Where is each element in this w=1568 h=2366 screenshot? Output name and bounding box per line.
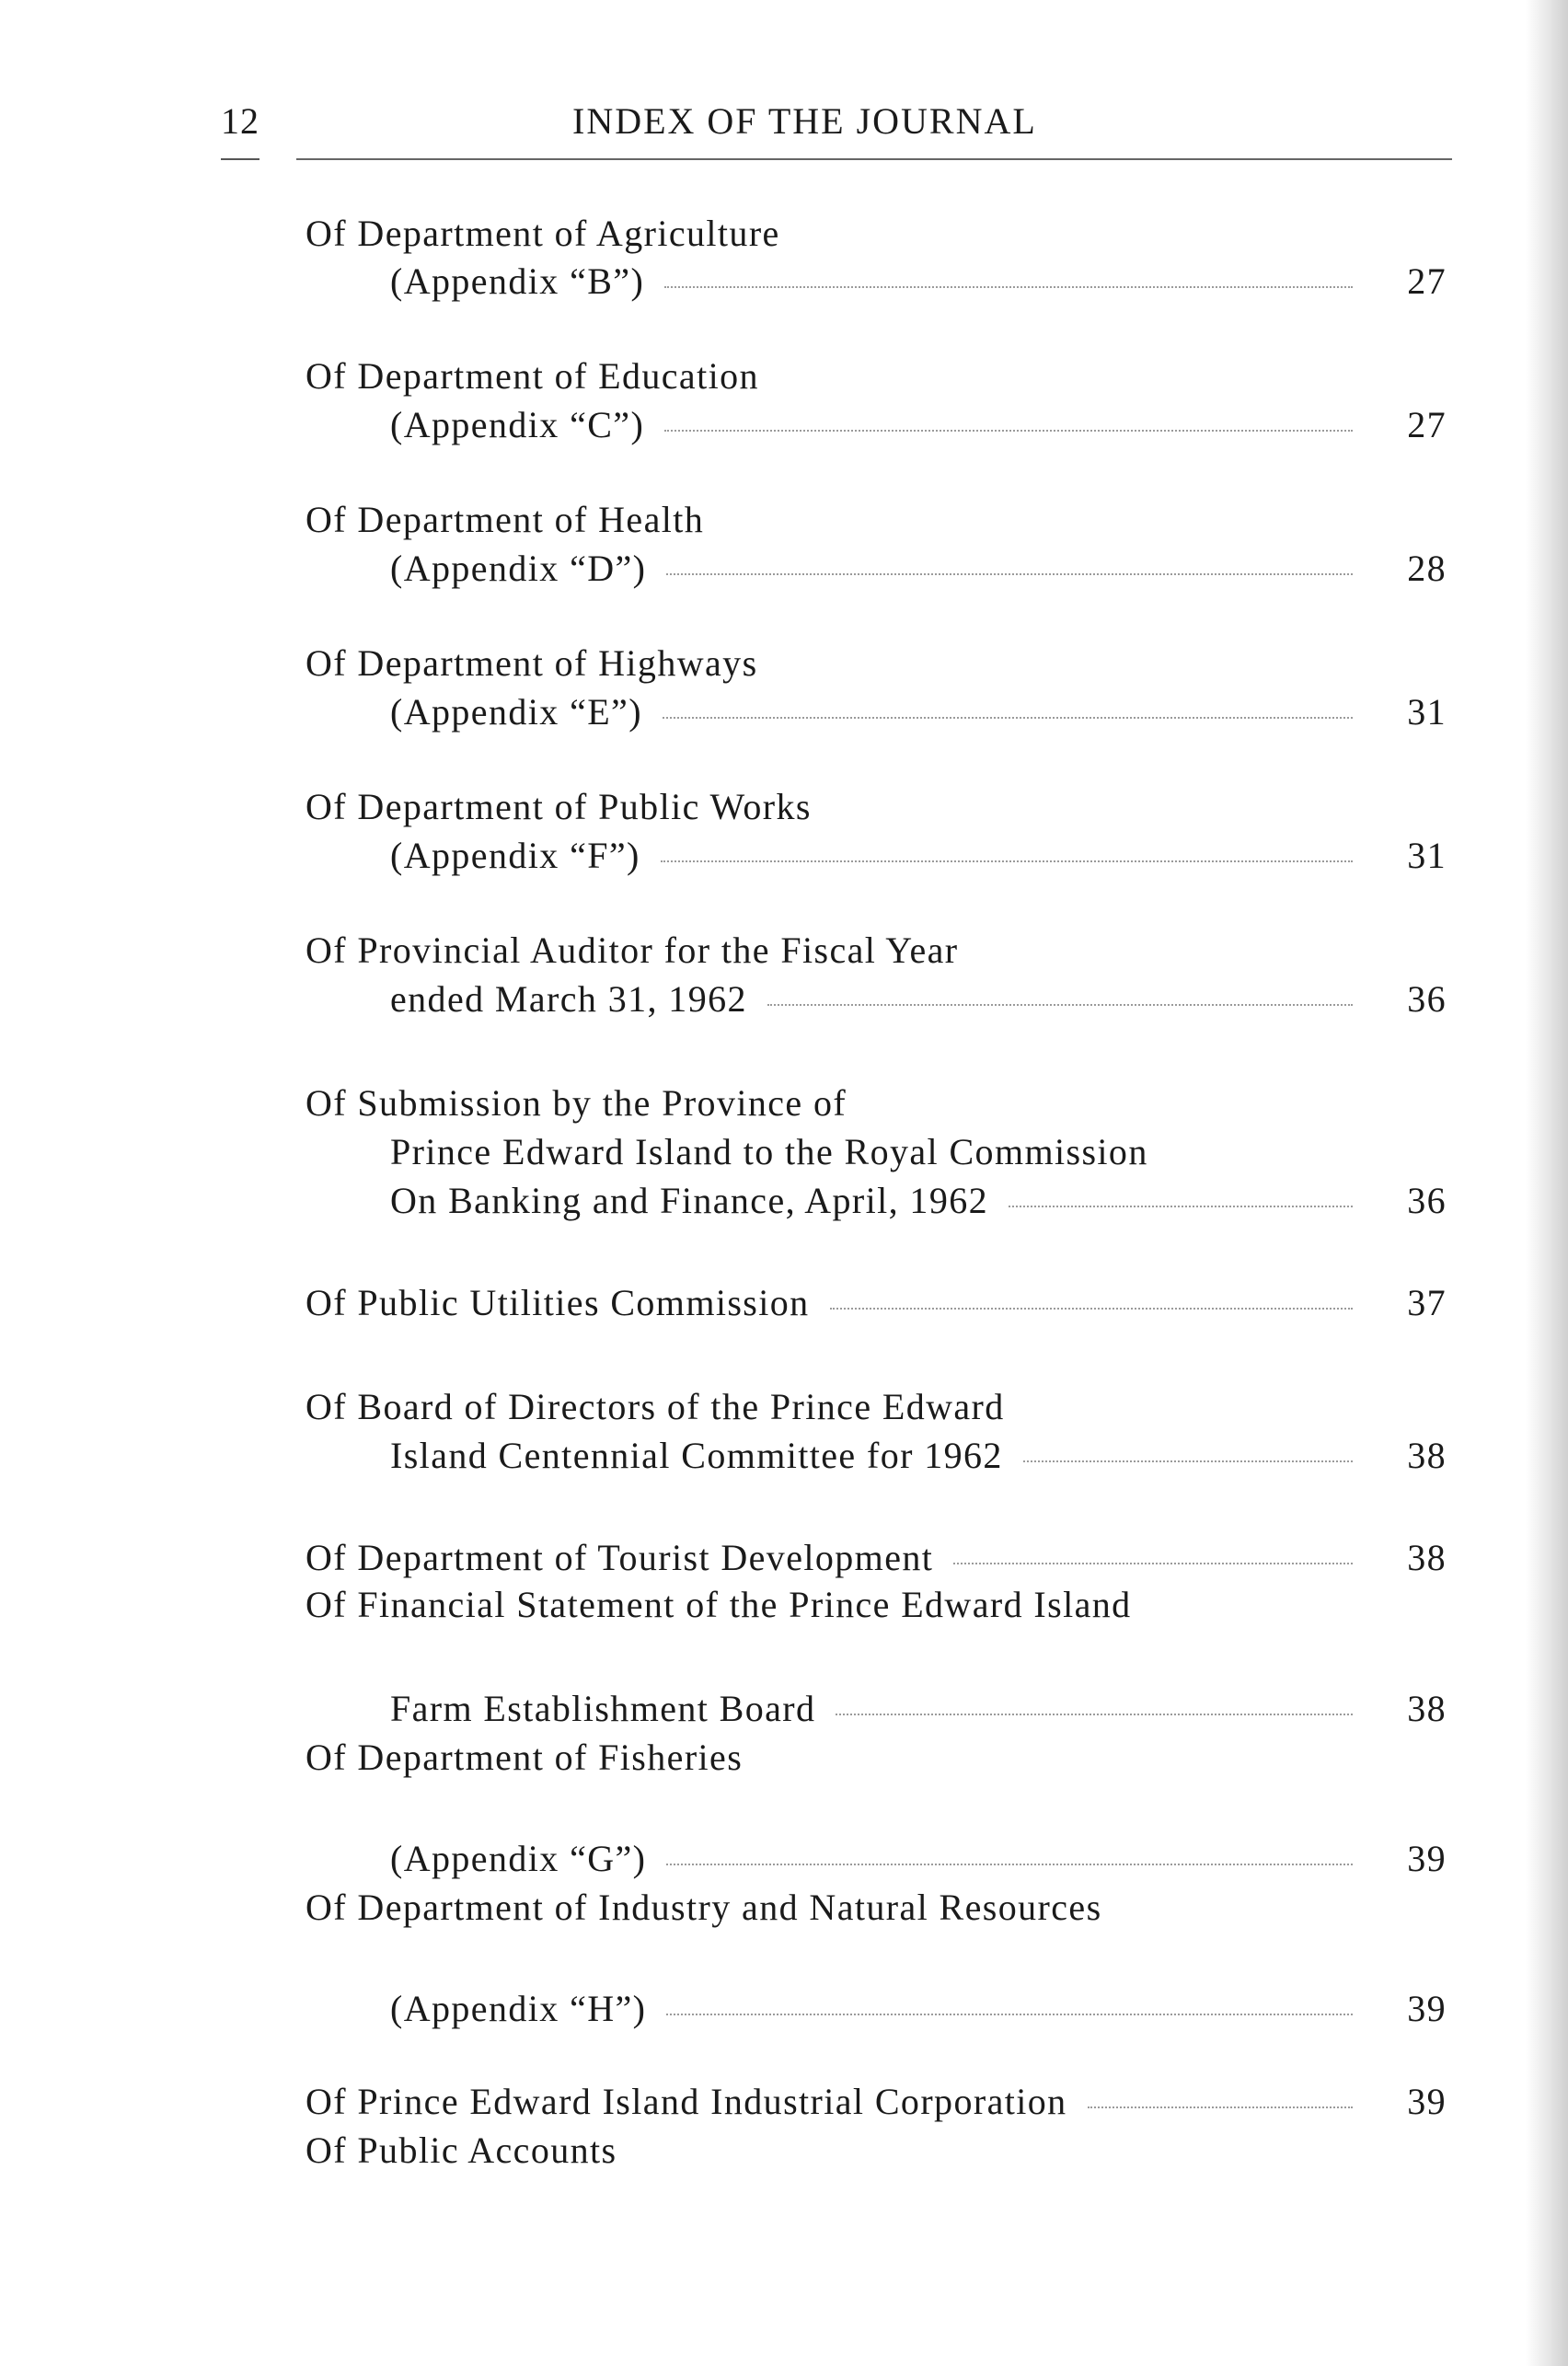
index-entry-text: Of Department of Agriculture [306, 213, 780, 254]
index-entry [306, 496, 1447, 544]
index-entry [390, 1685, 1447, 1733]
dot-leader [663, 717, 1353, 719]
index-entry [306, 783, 1447, 831]
dot-leader [661, 860, 1353, 862]
index-entry [306, 210, 1447, 258]
index-entry-page: 37 [1407, 1282, 1447, 1323]
index-entry [306, 1534, 1447, 1582]
index-entry-text: Of Prince Edward Island Industrial Corporation [306, 2081, 1067, 2122]
index-entry [390, 832, 1447, 880]
index-entry-text: (Appendix “E”) [390, 691, 642, 733]
index-entry [390, 401, 1447, 449]
index-entry-text: Of Department of Health [306, 499, 705, 540]
index-entry [390, 688, 1447, 736]
index-entry-page: 31 [1407, 835, 1447, 876]
index-entry-text: Of Public Accounts [306, 2129, 617, 2171]
index-entry-text: (Appendix “G”) [390, 1838, 647, 1879]
index-entry-text: Prince Edward Island to the Royal Commission [390, 1131, 1148, 1172]
index-entry-page: 27 [1407, 260, 1447, 302]
index-entry [306, 2078, 1447, 2126]
index-entry [390, 1985, 1447, 2033]
index-entry-text: (Appendix “H”) [390, 1988, 647, 2029]
index-entry-text: Of Public Utilities Commission [306, 1282, 810, 1323]
index-entry-text: Of Submission by the Province of [306, 1082, 847, 1124]
index-entry [306, 927, 1447, 975]
index-entry [306, 1079, 1447, 1127]
index-entry [306, 640, 1447, 687]
page-number: 12 [221, 100, 259, 142]
index-entry-text: Of Department of Education [306, 355, 759, 397]
index-entry [306, 2127, 1447, 2175]
header-rule [296, 158, 1452, 160]
index-entry [390, 545, 1447, 593]
index-entry [390, 1177, 1447, 1225]
running-title: INDEX OF THE JOURNAL [572, 100, 1037, 142]
index-entry-page: 39 [1407, 1988, 1447, 2029]
index-entry-page: 31 [1407, 691, 1447, 733]
index-entry [390, 258, 1447, 306]
index-entry-text: Farm Establishment Board [390, 1688, 816, 1729]
index-entry-text: Of Department of Public Works [306, 786, 812, 827]
index-entry-page: 36 [1407, 1180, 1447, 1221]
index-entry-text: Of Department of Tourist Development [306, 1537, 934, 1578]
index-entry-text: Of Department of Highways [306, 642, 758, 684]
index-entry [306, 1734, 1447, 1782]
index-entry [306, 1279, 1447, 1327]
index-entry [390, 975, 1447, 1023]
dot-leader [836, 1714, 1353, 1715]
index-entry-page: 39 [1407, 1838, 1447, 1879]
index-entry-page: 39 [1407, 2081, 1447, 2122]
index-entry [306, 1383, 1447, 1431]
index-entry-text: Of Provincial Auditor for the Fiscal Year [306, 929, 959, 971]
dot-leader [830, 1308, 1353, 1310]
dot-leader [666, 2014, 1353, 2015]
index-entry-text: (Appendix “C”) [390, 404, 645, 445]
index-entry-text: (Appendix “F”) [390, 835, 640, 876]
index-entry-text: (Appendix “D”) [390, 548, 647, 589]
dot-leader [953, 1563, 1353, 1564]
scan-edge-shadow [1526, 0, 1568, 2366]
index-entry [306, 1884, 1447, 1932]
index-entry-page: 38 [1407, 1435, 1447, 1476]
dot-leader [664, 286, 1353, 288]
index-entry-text: (Appendix “B”) [390, 260, 645, 302]
dot-leader [1023, 1460, 1353, 1462]
index-entry [306, 352, 1447, 400]
index-entry-text: Of Department of Industry and Natural Resources [306, 1887, 1102, 1928]
index-entry-page: 36 [1407, 978, 1447, 1020]
dot-leader [1088, 2106, 1353, 2108]
index-entry [390, 1835, 1447, 1883]
index-entry-text: Of Financial Statement of the Prince Edward Island [306, 1584, 1132, 1625]
dot-leader [666, 1864, 1353, 1865]
index-entry-text: Of Board of Directors of the Prince Edward [306, 1386, 1005, 1427]
dot-leader [767, 1004, 1353, 1006]
index-entry-text: ended March 31, 1962 [390, 978, 747, 1020]
index-entry-page: 28 [1407, 548, 1447, 589]
index-entry-page: 38 [1407, 1537, 1447, 1578]
index-entry-text: On Banking and Finance, April, 1962 [390, 1180, 989, 1221]
index-entry [306, 1581, 1447, 1629]
index-entry [390, 1128, 1447, 1176]
dot-leader [664, 430, 1353, 432]
index-entry [390, 1432, 1447, 1480]
index-entry-text: Island Centennial Committee for 1962 [390, 1435, 1003, 1476]
index-entry-page: 38 [1407, 1688, 1447, 1729]
dot-leader [666, 573, 1353, 575]
index-entry-page: 27 [1407, 404, 1447, 445]
header-rule-short [221, 158, 259, 160]
index-entry-text: Of Department of Fisheries [306, 1737, 744, 1778]
dot-leader [1009, 1206, 1353, 1207]
